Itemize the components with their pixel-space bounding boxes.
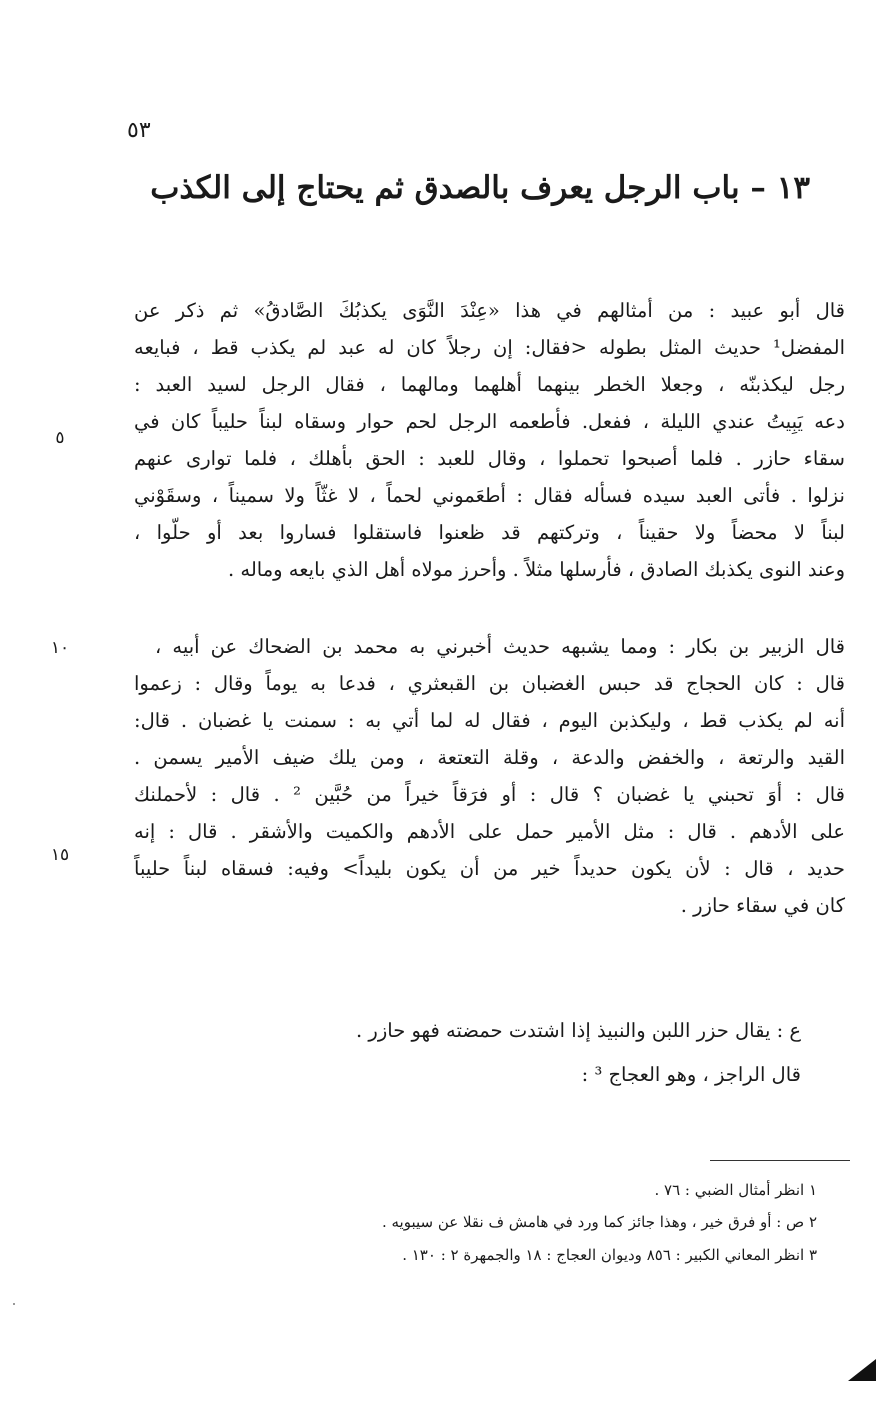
text-line: أنه لم يكذب قط ، وليكذبن اليوم ، فقال له لما أتي به : سمنت يا غضبان . قال: (134, 709, 845, 732)
text-line: قال : أوَ تحبني يا غضبان ؟ قال : أو فرَقاً خيراً من حُبَّين ² . قال : لأحملنك (134, 783, 845, 806)
text-line: المفضل¹ حديث المثل بطوله <فقال: إن رجلاً كان له عبد لم يكذب قط ، فبايعه (134, 336, 845, 359)
text-line: دعه يَبِيتُ عندي الليلة ، ففعل. فأطعمه الرجل لحم حوار وسقاه لبناً حليباً كان في (134, 410, 845, 433)
line-number-10: ١٠ (50, 638, 70, 658)
text-line: رجل ليكذبنّه ، وجعلا الخطر بينهما أهلهما ومالهما ، فقال الرجل لسيد العبد : (134, 373, 845, 396)
text-line: قال الزبير بن بكار : ومما يشبهه حديث أخبرني به محمد بن الضحاك عن أبيه ، (155, 635, 845, 658)
text-line: سقاء حازر . فلما أصبحوا تحملوا ، وقال للعبد : الحق بأهلك ، فلما توارى عنهم (134, 447, 845, 470)
text-line: وعند النوى يكذبك الصادق ، فأرسلها مثلاً . وأحرز مولاه أهل الذي بايعه وماله . (227, 558, 845, 581)
text-line: لبناً لا محضاً ولا حقيناً ، وتركتهم قد ظعنوا فاستقلوا فساروا بعد أو حلّوا ، (134, 521, 845, 544)
page-corner-triangle-icon (848, 1359, 876, 1381)
line-number-5: ٥ (55, 428, 65, 448)
text-line: حديد ، قال : لأن يكون حديداً خير من أن يكون بليداً> وفيه: فسقاه لبناً حليباً (134, 857, 845, 880)
text-line: كان في سقاء حازر . (680, 894, 845, 917)
page-number: ٥٣ (127, 118, 151, 143)
gloss-note: ع : يقال حزر اللبن والنبيذ إذا اشتدت حمضته فهو حازر . (356, 1019, 801, 1042)
footnote-divider (710, 1160, 850, 1161)
line-number-15: ١٥ (50, 845, 70, 865)
text-line: على الأدهم . قال : مثل الأمير حمل على الأدهم والكميت والأشقر . قال : إنه (134, 820, 845, 843)
footnote-3: ٣ انظر المعاني الكبير : ٨٥٦ وديوان العجاج : ١٨ والجمهرة ٢ : ١٣٠ . (402, 1246, 817, 1264)
poet-attribution: قال الراجز ، وهو العجاج ³ : (581, 1063, 801, 1086)
footnote-1: ١ انظر أمثال الضبي : ٧٦ . (654, 1181, 817, 1199)
text-line: نزلوا . فأتى العبد سيده فسأله فقال : أطعَموني لحماً ، لا غثّاً ولا سميناً ، وسقَوْني (134, 484, 845, 507)
text-line: قال أبو عبيد : من أمثالهم في هذا «عِنْدَ النَّوَى يكذبُكَ الصَّادقُ» ثم ذكر عن (134, 299, 845, 322)
text-line: القيد والرتعة ، والخفض والدعة ، وقلة التعتعة ، ومن يلك ضيف الأمير يسمن . (134, 746, 845, 769)
scan-speck (13, 1303, 15, 1305)
chapter-title: ١٣ – باب الرجل يعرف بالصدق ثم يحتاج إلى الكذب (150, 170, 810, 206)
footnote-2: ٢ ص : أو فرق خير ، وهذا جائز كما ورد في هامش ف نقلا عن سيبويه . (381, 1213, 817, 1231)
text-line: قال : كان الحجاج قد حبس الغضبان بن القبعثري ، فدعا به يوماً وقال : زعموا (134, 672, 845, 695)
